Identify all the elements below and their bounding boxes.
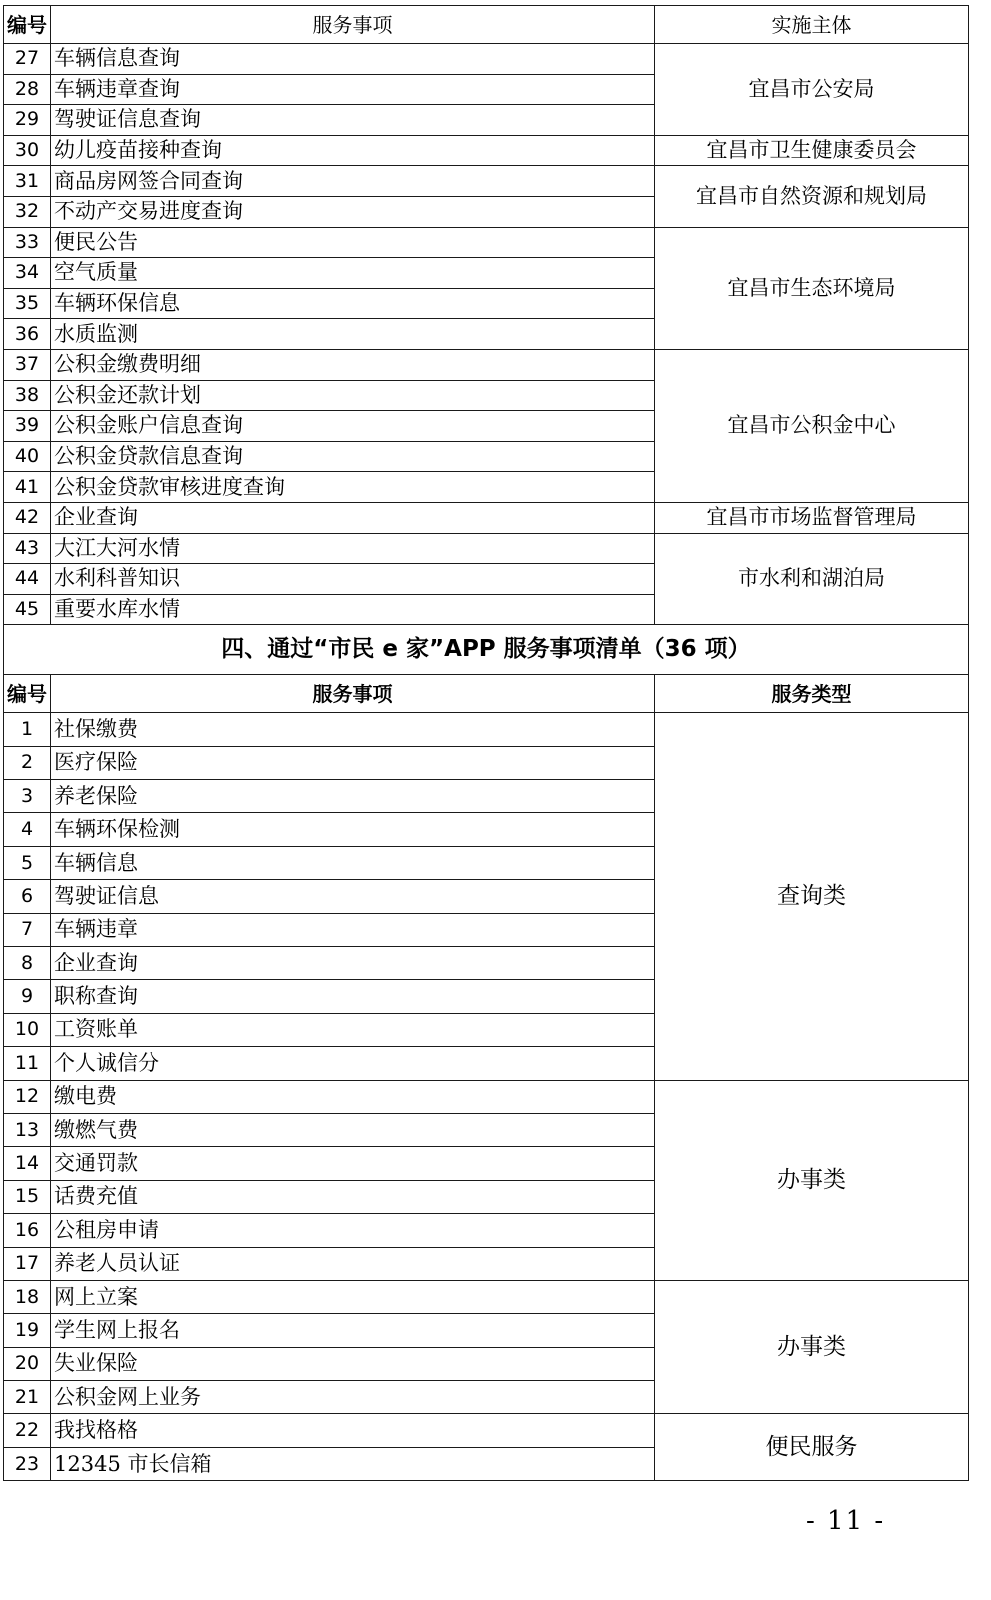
row-number: 22 [4,1414,51,1447]
service-item: 公积金还款计划 [51,380,655,411]
row-number: 1 [4,713,51,746]
service-item: 便民公告 [51,227,655,258]
row-number: 14 [4,1147,51,1180]
service-item: 医疗保险 [51,746,655,779]
row-number: 3 [4,780,51,813]
table-header-row [4,6,969,44]
service-item: 职称查询 [51,980,655,1013]
service-item: 企业查询 [51,502,655,533]
table-row [4,1414,969,1447]
row-number: 36 [4,319,51,350]
row-number: 20 [4,1347,51,1380]
row-number: 4 [4,813,51,846]
header-service-type: 服务类型 [655,675,969,713]
service-item: 12345 市长信箱 [51,1447,655,1480]
table-row [4,349,969,380]
service-item: 公积金贷款信息查询 [51,441,655,472]
service-item: 车辆违章 [51,913,655,946]
agency-cell: 宜昌市市场监督管理局 [655,502,969,533]
service-item: 学生网上报名 [51,1314,655,1347]
service-item: 车辆环保信息 [51,288,655,319]
row-number: 35 [4,288,51,319]
service-item: 水质监测 [51,319,655,350]
row-number: 12 [4,1080,51,1113]
service-item: 驾驶证信息 [51,880,655,913]
row-number: 19 [4,1314,51,1347]
row-number: 34 [4,258,51,289]
service-item: 商品房网签合同查询 [51,166,655,197]
service-item: 不动产交易进度查询 [51,196,655,227]
service-item: 水利科普知识 [51,564,655,595]
service-item: 我找格格 [51,1414,655,1447]
service-item: 公积金网上业务 [51,1381,655,1414]
service-item: 缴燃气费 [51,1113,655,1146]
service-item: 公积金账户信息查询 [51,411,655,442]
service-type-cell: 查询类 [655,713,969,1080]
service-item: 养老人员认证 [51,1247,655,1280]
agency-cell: 宜昌市公安局 [655,44,969,136]
section-title: 四、通过“市民 e 家”APP 服务事项清单（36 项） [4,625,969,675]
services-document-table [3,5,969,1481]
service-item: 车辆信息 [51,846,655,879]
row-number: 2 [4,746,51,779]
row-number: 15 [4,1180,51,1213]
row-number: 42 [4,502,51,533]
header-service-item: 服务事项 [51,6,655,44]
table-header-row [4,675,969,713]
row-number: 31 [4,166,51,197]
row-number: 5 [4,846,51,879]
service-item: 公租房申请 [51,1214,655,1247]
agency-cell: 宜昌市卫生健康委员会 [655,135,969,166]
row-number: 44 [4,564,51,595]
row-number: 30 [4,135,51,166]
table-row [4,135,969,166]
service-item: 车辆违章查询 [51,74,655,105]
service-item: 空气质量 [51,258,655,289]
row-number: 6 [4,880,51,913]
agency-cell: 宜昌市生态环境局 [655,227,969,349]
row-number: 45 [4,594,51,625]
header-service-item: 服务事项 [51,675,655,713]
service-type-cell: 便民服务 [655,1414,969,1481]
row-number: 10 [4,1013,51,1046]
service-item: 养老保险 [51,780,655,813]
row-number: 9 [4,980,51,1013]
row-number: 39 [4,411,51,442]
row-number: 28 [4,74,51,105]
row-number: 11 [4,1047,51,1080]
service-item: 重要水库水情 [51,594,655,625]
service-item: 驾驶证信息查询 [51,105,655,136]
row-number: 43 [4,533,51,564]
table-row [4,533,969,564]
agency-cell: 宜昌市自然资源和规划局 [655,166,969,227]
row-number: 40 [4,441,51,472]
service-item: 车辆环保检测 [51,813,655,846]
service-item: 公积金缴费明细 [51,349,655,380]
row-number: 21 [4,1381,51,1414]
service-item: 缴电费 [51,1080,655,1113]
service-type-cell: 办事类 [655,1280,969,1414]
service-item: 大江大河水情 [51,533,655,564]
row-number: 13 [4,1113,51,1146]
row-number: 16 [4,1214,51,1247]
service-item: 车辆信息查询 [51,44,655,75]
table-row [4,713,969,746]
agency-cell: 市水利和湖泊局 [655,533,969,625]
service-item: 交通罚款 [51,1147,655,1180]
row-number: 41 [4,472,51,503]
service-item: 失业保险 [51,1347,655,1380]
row-number: 29 [4,105,51,136]
service-item: 个人诚信分 [51,1047,655,1080]
service-type-cell: 办事类 [655,1080,969,1280]
row-number: 8 [4,947,51,980]
service-item: 公积金贷款审核进度查询 [51,472,655,503]
row-number: 32 [4,196,51,227]
table-row [4,1280,969,1313]
service-item: 幼儿疫苗接种查询 [51,135,655,166]
section-title-row [4,625,969,675]
row-number: 18 [4,1280,51,1313]
table-row [4,1080,969,1113]
row-number: 17 [4,1247,51,1280]
table-row [4,166,969,197]
service-item: 企业查询 [51,947,655,980]
header-number: 编号 [4,675,51,713]
row-number: 33 [4,227,51,258]
row-number: 23 [4,1447,51,1480]
row-number: 7 [4,913,51,946]
service-item: 社保缴费 [51,713,655,746]
table-row [4,502,969,533]
page-number: - 11 - [806,1506,886,1536]
service-item: 工资账单 [51,1013,655,1046]
agency-cell: 宜昌市公积金中心 [655,349,969,502]
row-number: 37 [4,349,51,380]
service-item: 网上立案 [51,1280,655,1313]
row-number: 27 [4,44,51,75]
row-number: 38 [4,380,51,411]
table-row [4,44,969,75]
header-number: 编号 [4,6,51,44]
service-item: 话费充值 [51,1180,655,1213]
header-agency: 实施主体 [655,6,969,44]
table-row [4,227,969,258]
